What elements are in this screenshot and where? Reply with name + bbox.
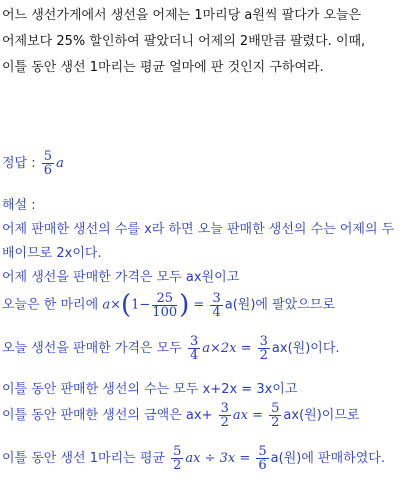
line4-post: a(원)에 팔았으므로: [224, 297, 335, 313]
line5-pre: 오늘 생선을 판매한 가격은 모두: [2, 341, 182, 356]
line5-fraction-2: $\frac{3}{2}$: [259, 334, 268, 363]
answer-fraction: [42, 150, 54, 177]
solution-line-5: [2, 335, 340, 362]
answer-variable: a: [56, 156, 64, 171]
solution-line-7: [2, 402, 359, 429]
right-paren: ): [179, 290, 190, 320]
line8-mid: ax ÷ 3x =: [185, 451, 251, 466]
line8-fraction-1: $\frac{5}{2}$: [173, 444, 182, 473]
solution-line-3: 어제 생선을 판매한 가격은 모두 ax원이고: [2, 270, 240, 285]
solution-line-1: 어제 판매한 생선의 수를 x라 하면 오늘 판매한 생선의 수는 어제의 두: [2, 222, 395, 237]
line8-fraction-2: $\frac{5}{6}$: [258, 444, 267, 473]
question-line-2: 어제보다 25% 할인하여 팔았더니 어제의 2배만큼 팔렸다. 이때,: [2, 34, 366, 49]
solution-line-6: 이틀 동안 판매한 생선의 수는 모두 x+2x = 3x이고: [2, 382, 298, 397]
answer-label: 정답 :: [2, 156, 36, 171]
line7-pre: 이틀 동안 판매한 생선의 금액은 ax+: [2, 408, 213, 423]
line8-pre: 이틀 동안 생선 1마리는 평균: [2, 451, 165, 466]
answer-numerator: 5: [43, 149, 53, 164]
solution-line-2: 배이므로 2x이다.: [2, 246, 102, 261]
solution-line-4: [2, 290, 335, 320]
line8-post: a(원)에 판매하였다.: [270, 451, 385, 466]
solution-label: 해설 :: [2, 198, 36, 213]
question-line-1: 어느 생선가게에서 생선을 어제는 1마리당 a원씩 팔다가 오늘은: [2, 8, 362, 23]
answer-row: [2, 150, 64, 177]
line7-fraction-1: $\frac{3}{2}$: [220, 401, 229, 430]
left-paren: (: [120, 290, 132, 320]
line7-fraction-2: $\frac{5}{2}$: [271, 401, 280, 430]
line4-fraction-1: $\frac{25}{100}$: [152, 290, 178, 320]
line7-post: ax(원)이므로: [283, 408, 360, 423]
answer-denominator: 6: [43, 163, 53, 178]
line5-post: ax(원)이다.: [271, 341, 340, 356]
line7-mid: ax =: [232, 408, 263, 423]
line4-one-minus: 1−: [131, 297, 151, 313]
line4-pre: 오늘은 한 마리에: [2, 297, 99, 313]
line5-mid: a×2x =: [202, 341, 252, 356]
line4-fraction-2: $\frac{3}{4}$: [212, 290, 221, 320]
question-line-3: 이틀 동안 생선 1마리는 평균 얼마에 판 것인지 구하여라.: [2, 60, 324, 75]
line4-expr-a: a×: [102, 297, 121, 313]
line5-fraction-1: $\frac{3}{4}$: [189, 334, 199, 363]
line4-eq: =: [193, 297, 205, 313]
solution-line-8: [2, 445, 385, 472]
